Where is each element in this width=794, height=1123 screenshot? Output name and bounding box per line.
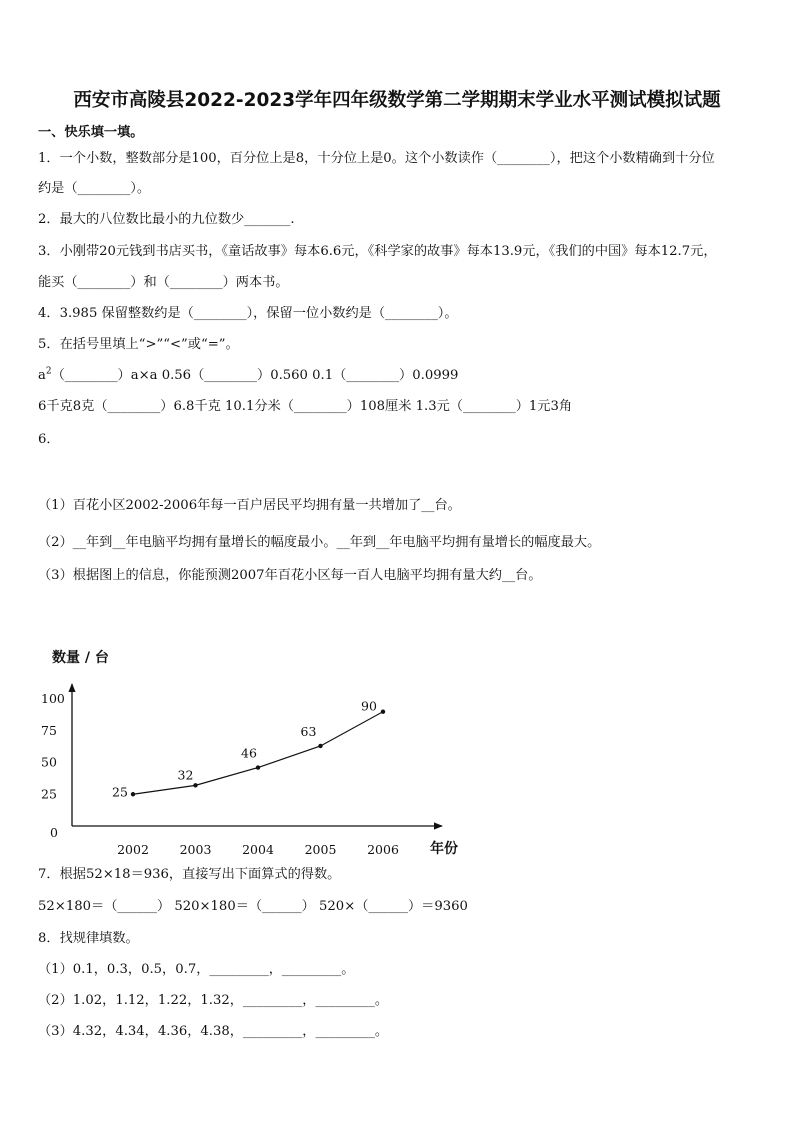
data-point xyxy=(381,710,385,714)
question-1-line-1: 1．一个小数，整数部分是100，百分位上是8，十分位上是0。这个小数读作（________），把这个小数精确到十分位 xyxy=(38,151,715,166)
data-label: 63 xyxy=(300,723,317,739)
question-7-line-1: 7．根据52×18＝936，直接写出下面算式的得数。 xyxy=(38,867,341,882)
question-8-instruction: 8．找规律填数。 xyxy=(38,931,139,946)
data-point xyxy=(256,765,260,769)
question-1-line-2: 约是（________）。 xyxy=(38,181,151,196)
series-line xyxy=(133,712,383,795)
question-8-sub-3: （3）4.32，4.34，4.36，4.38，_________，_________。 xyxy=(38,1024,389,1039)
question-7-line-2: 52×180＝（______） 520×180＝（______） 520×（______）＝9360 xyxy=(38,899,468,914)
comparison-row-1: （________）a×a 0.56（________）0.560 0.1（________）0.0999 xyxy=(51,368,459,383)
data-label: 46 xyxy=(241,745,257,761)
data-label: 25 xyxy=(112,784,128,800)
question-8-sub-1: （1）0.1，0.3，0.5，0.7，_________，_________。 xyxy=(38,962,355,977)
data-point xyxy=(193,783,197,787)
y-tick-label: 50 xyxy=(41,754,57,770)
page-title: 西安市高陵县2022-2023学年四年级数学第二学期期末学业水平测试模拟试题 xyxy=(73,90,721,111)
question-3-line-1: 3．小刚带20元钱到书店买书，《童话故事》每本6.6元，《科学家的故事》每本13.9元，《我们的中国》每本12.7元， xyxy=(38,244,717,259)
question-4: 4．3.985 保留整数约是（________），保留一位小数约是（________）。 xyxy=(38,306,458,321)
x-tick-label: 2006 xyxy=(367,842,399,857)
data-point xyxy=(131,792,135,796)
y-tick-label: 100 xyxy=(41,691,65,706)
question-6-sub-1: （1）百花小区2002-2006年每一百户居民平均拥有量一共增加了__台。 xyxy=(38,498,461,513)
x-axis-label: 年份 xyxy=(430,841,458,857)
question-6-label: 6． xyxy=(38,432,60,447)
y-axis-label: 数量 / 台 xyxy=(52,650,109,666)
question-2: 2．最大的八位数比最小的九位数少_______. xyxy=(38,212,295,227)
question-5-instruction: 5．在括号里填上“>”“<”或“=”。 xyxy=(38,337,239,352)
question-6-sub-3: （3）根据图上的信息，你能预测2007年百花小区每一百人电脑平均拥有量大约__台。 xyxy=(38,568,542,583)
y-tick-label: 0 xyxy=(50,825,58,840)
a-base: a xyxy=(38,368,46,383)
exponent: 2 xyxy=(45,366,52,377)
x-tick-label: 2002 xyxy=(117,842,149,857)
data-label: 32 xyxy=(177,767,194,783)
x-tick-label: 2004 xyxy=(242,842,274,857)
line-chart xyxy=(0,640,794,870)
question-5-row-1 xyxy=(38,364,458,383)
y-tick-label: 25 xyxy=(41,786,57,802)
data-point xyxy=(318,744,322,748)
y-tick-label: 75 xyxy=(41,722,57,738)
question-5-row-2: 6千克8克（________）6.8千克 10.1分米（________）108厘米 1.3元（________）1元3角 xyxy=(38,399,573,414)
section-heading: 一、快乐填一填。 xyxy=(38,125,144,140)
data-label: 90 xyxy=(361,698,377,714)
question-3-line-2: 能买（________）和（________）两本书。 xyxy=(38,275,289,290)
x-tick-label: 2005 xyxy=(304,842,337,857)
question-6-sub-2: （2）__年到__年电脑平均拥有量增长的幅度最小。__年到__年电脑平均拥有量增长的幅度最大。 xyxy=(38,535,601,550)
x-tick-label: 2003 xyxy=(179,842,212,857)
question-8-sub-2: （2）1.02，1.12，1.22，1.32，_________，_________。 xyxy=(38,993,389,1008)
